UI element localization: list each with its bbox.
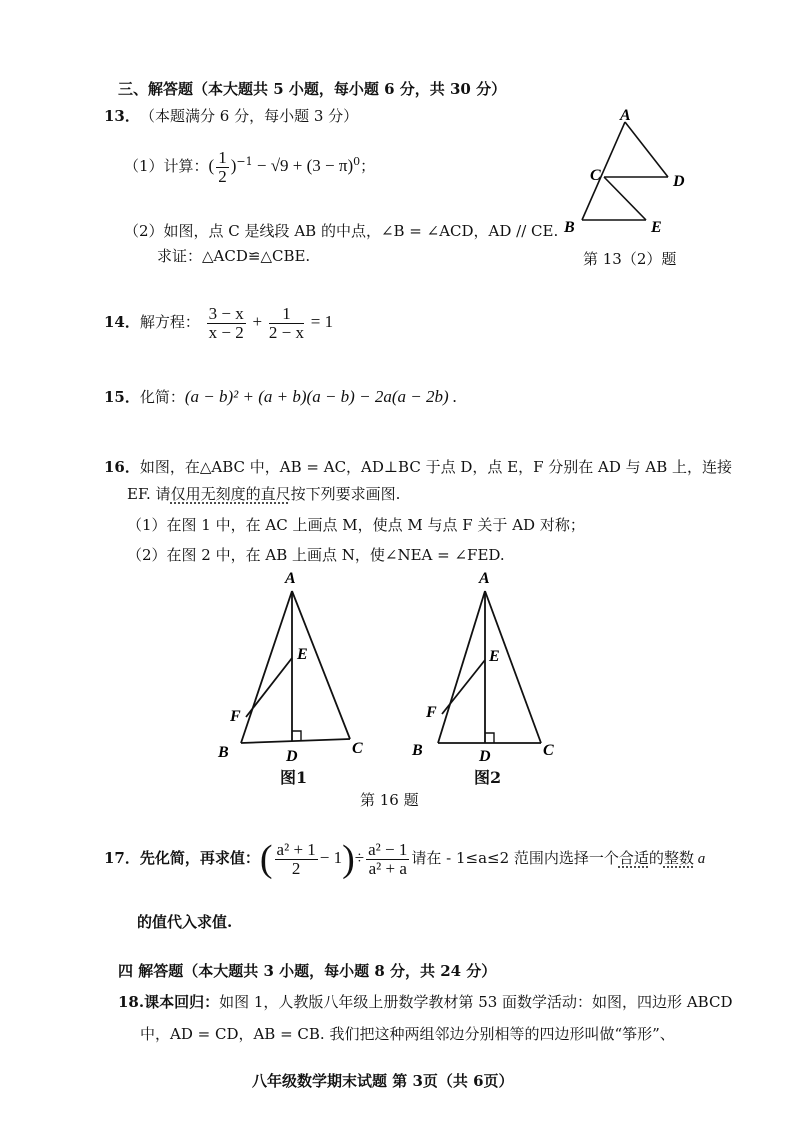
- q14-f2-num: 1: [269, 305, 304, 324]
- q15-number: 15．: [104, 388, 140, 406]
- q17-minus-one: − 1: [319, 848, 343, 867]
- q14-frac1: [207, 305, 246, 342]
- q16-part1: （1）在图 1 中，在 AC 上画点 M，使点 M 与点 F 关于 AD 对称；: [127, 516, 585, 534]
- q16-fig2-caption: 图2: [474, 768, 502, 787]
- q13-part2-line1: （2）如图，点 C 是线段 AB 的中点，∠B = ∠ACD，AD // CE.: [124, 222, 559, 240]
- q13-label-b: B: [564, 219, 575, 236]
- q17-f1-num: a² + 1: [276, 839, 316, 859]
- q13-end: ；: [360, 157, 376, 175]
- q16-fig1-caption: 图1: [280, 768, 308, 787]
- q16-number: 16．: [104, 458, 140, 476]
- q17-tail-b: 的: [648, 849, 664, 867]
- section3-heading: 三、解答题（本大题共 5 小题，每小题 6 分，共 30 分）: [118, 80, 507, 98]
- q14-f1-den: x − 2: [208, 322, 244, 342]
- q15-expr: (a − b)² + (a + b)(a − b) − 2a(a − 2b) .: [184, 387, 458, 406]
- q15-label: 化简：: [139, 388, 185, 406]
- q17-tail-a: 请在 - 1≤a≤2 范围内选择一个: [411, 849, 619, 867]
- q14-f1-num: 3 − x: [208, 303, 244, 323]
- q16-line2-dotted: 仅用无刻度的直尺: [170, 485, 291, 503]
- q14-plus: +: [252, 312, 263, 331]
- fig1-label-b: B: [218, 744, 229, 761]
- q14-label: 解方程：: [139, 313, 200, 331]
- q16-figure2: [405, 565, 565, 765]
- q17-frac2: [366, 841, 409, 878]
- q13-expr-c: − √9 + (3 − π): [252, 156, 354, 175]
- page-footer: 八年级数学期末试题 第 3页（共 6页）: [252, 1072, 514, 1090]
- q14-number: 14．: [104, 313, 140, 331]
- q14-f2-den: 2 − x: [268, 322, 305, 342]
- fig1-label-d: D: [286, 748, 298, 765]
- q14-rhs: = 1: [310, 312, 334, 331]
- q17-f2-den: a² + a: [368, 858, 407, 878]
- section4-heading: 四 解答题（本大题共 3 小题，每小题 8 分，共 24 分）: [118, 962, 497, 980]
- q13-exp1: −1: [236, 155, 253, 168]
- q16-fig-caption: 第 16 题: [360, 791, 419, 809]
- q16-line2: [127, 484, 400, 504]
- q17-frac1: [275, 841, 318, 878]
- fig2-label-a: A: [479, 570, 490, 587]
- q13-part2-line2: 求证：△ACD≌△CBE.: [157, 247, 311, 265]
- q14-frac2: [269, 305, 304, 342]
- fig1-label-a: A: [285, 570, 296, 587]
- fig2-label-b: B: [412, 742, 423, 759]
- q17-div: ÷: [354, 848, 365, 867]
- q13-label-d: D: [673, 173, 685, 190]
- q13-paren-close: ): [230, 156, 237, 175]
- fig2-label-c: C: [543, 742, 554, 759]
- q13-label-c: C: [590, 167, 601, 184]
- fig2-label-f: F: [426, 704, 437, 721]
- q18-number: 18.: [118, 993, 145, 1011]
- q17-label: 先化简，再求值：: [139, 849, 260, 867]
- q13-figure: [560, 108, 690, 243]
- q13-label-a: A: [620, 107, 631, 124]
- fig1-label-e: E: [297, 646, 308, 663]
- q17-tail-dotted2: 整数: [663, 849, 694, 867]
- q18-bold-label: 课本回归：: [144, 993, 220, 1011]
- q17-tail-c: a: [693, 851, 706, 867]
- q13-number: 13．: [104, 107, 140, 125]
- q13-frac-num: 1: [218, 147, 227, 167]
- q18-line2: 中，AD = CD，AB = CB. 我们把这种两组邻边分别相等的四边形叫做“筝形”、: [140, 1025, 675, 1043]
- q13-frac-den: 2: [218, 166, 227, 186]
- q17-paren-close: ): [342, 838, 355, 880]
- q17-line1: [104, 834, 705, 883]
- q17-f2-num: a² − 1: [368, 839, 408, 859]
- fig2-label-d: D: [479, 748, 491, 765]
- q17-tail-dotted1: 合适: [618, 849, 649, 867]
- q13-header: （本题满分 6 分，每小题 3 分）: [140, 107, 359, 125]
- q13-exp2: 0: [353, 155, 361, 168]
- q13-part1: [124, 142, 375, 186]
- q14-line: [104, 301, 333, 343]
- q13-fig-caption: 第 13（2）题: [583, 250, 677, 268]
- q16-line2-b: 按下列要求画图.: [290, 485, 401, 503]
- q17-f1-den: 2: [291, 858, 301, 878]
- q13-part1-label: （1）计算：: [124, 157, 209, 175]
- q16-line1: [104, 457, 732, 477]
- q17-paren-open: (: [259, 838, 273, 880]
- q18-line1: [118, 992, 732, 1012]
- q17-number: 17．: [104, 849, 140, 867]
- q16-line2-a: EF. 请: [127, 485, 171, 503]
- q18-text1: 如图 1，人教版八年级上册数学教材第 53 面数学活动：如图，四边形 ABCD: [219, 993, 733, 1011]
- q13-label-e: E: [651, 219, 662, 236]
- fig2-label-e: E: [489, 648, 500, 665]
- q16-figure1: [210, 565, 370, 765]
- fig1-label-f: F: [230, 708, 241, 725]
- q15-line: [104, 387, 457, 407]
- fig1-label-c: C: [352, 740, 363, 757]
- q16-part2: （2）在图 2 中，在 AB 上画点 N，使∠NEA = ∠FED.: [127, 546, 505, 564]
- q13-fraction: [216, 149, 229, 186]
- q17-line2: 的值代入求值.: [137, 913, 233, 931]
- q13-paren-open: (: [208, 156, 215, 175]
- q16-text1: 如图，在△ABC 中，AB = AC，AD⊥BC 于点 D，点 E，F 分别在 AD 与 AB 上，连接: [139, 458, 733, 476]
